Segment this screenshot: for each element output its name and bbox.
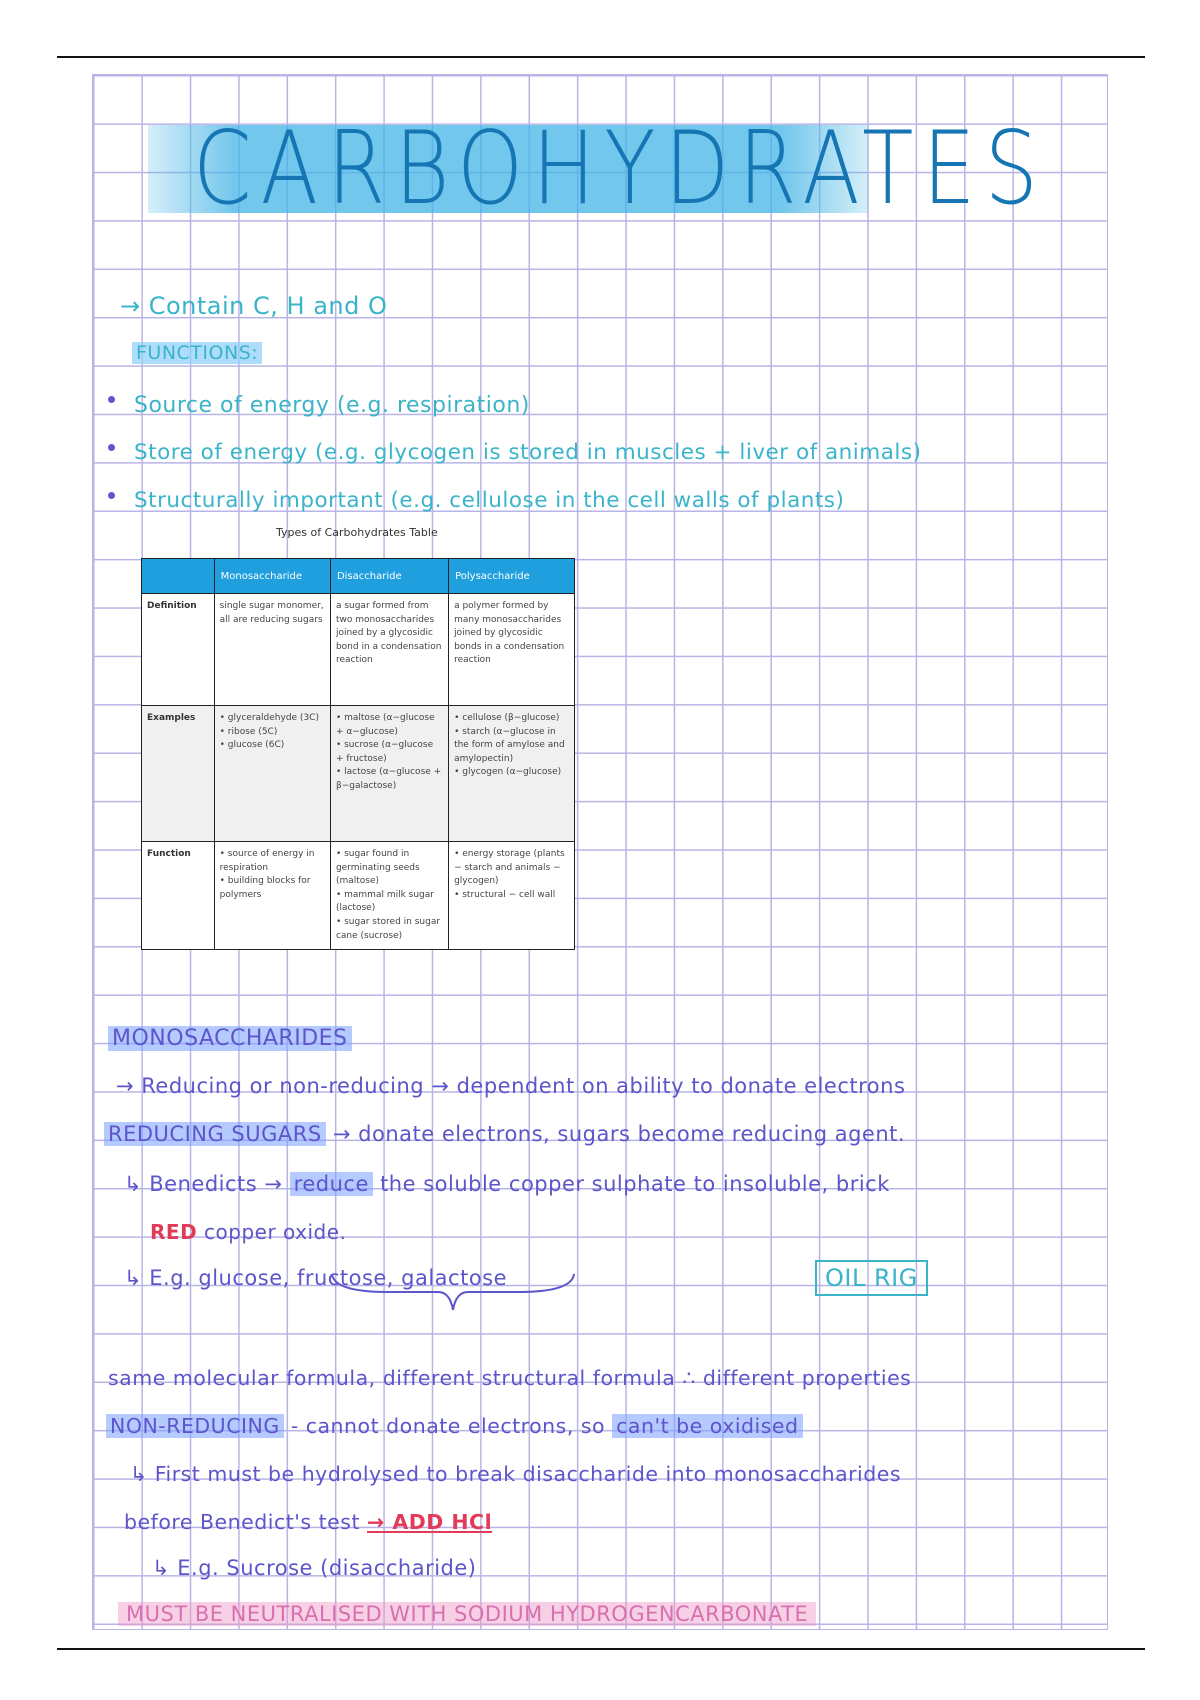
table-cell: • energy storage (plants − starch and animals − glycogen) • structural − cell wall — [449, 842, 575, 950]
table-row — [142, 594, 575, 706]
bullet-icon — [108, 492, 115, 499]
functions-heading — [132, 342, 262, 364]
table-cell: • cellulose (β−glucose) • starch (α−glucose in the form of amylose and amylopectin) • glycogen (α−glucose) — [449, 706, 575, 842]
table-cell: a sugar formed from two monosaccharides joined by a glycosidic bond in a condensation reaction — [330, 594, 448, 706]
copper-oxide: copper oxide. — [204, 1220, 347, 1244]
function-item: Structurally important (e.g. cellulose in the cell walls of plants) — [134, 488, 845, 513]
non-reducing-label: NON-REDUCING — [106, 1414, 284, 1438]
bottom-rule — [57, 1648, 1145, 1650]
red-copper-line — [150, 1220, 346, 1244]
table-row — [142, 842, 575, 950]
table-header-cell — [142, 559, 215, 594]
cant-oxidised: can't be oxidised — [612, 1414, 802, 1438]
function-item: Store of energy (e.g. glycogen is stored in muscles + liver of animals) — [134, 440, 922, 465]
benedicts-text: the soluble copper sulphate to insoluble, brick — [380, 1172, 890, 1196]
benedicts-reduce: reduce — [290, 1172, 373, 1196]
bullet-icon — [108, 396, 115, 403]
title-highlight — [148, 109, 1047, 227]
table-cell: single sugar monomer, all are reducing sugars — [214, 594, 330, 706]
curly-brace-icon — [328, 1270, 578, 1320]
table-row-label: Function — [142, 842, 215, 950]
benedicts-prefix: ↳ Benedicts → — [124, 1172, 283, 1196]
neutralised-line — [118, 1602, 816, 1626]
benedicts-line — [124, 1172, 890, 1196]
page-title: CARBOHYDRATES — [193, 109, 1047, 227]
table-header-cell: Disaccharide — [330, 559, 448, 594]
monosaccharides-heading — [108, 1026, 352, 1051]
same-formula-line: same molecular formula, different structural formula ∴ different properties — [108, 1366, 912, 1390]
red-word: RED — [150, 1220, 198, 1244]
bullet-icon — [108, 444, 115, 451]
add-hcl: → ADD HCl — [367, 1510, 493, 1534]
intro-line: → Contain C, H and O — [120, 292, 388, 320]
neutralised-text: MUST BE NEUTRALISED WITH SODIUM HYDROGENCARBONATE — [118, 1602, 816, 1626]
table-cell: • sugar found in germinating seeds (maltose) • mammal milk sugar (lactose) • sugar stored in sugar cane (sucrose) — [330, 842, 448, 950]
table-header-row — [142, 559, 575, 594]
non-reducing-line — [106, 1414, 803, 1438]
table-cell: • glyceraldehyde (3C) • ribose (5C) • glucose (6C) — [214, 706, 330, 842]
table-row — [142, 706, 575, 842]
reducing-sugars-line — [104, 1122, 905, 1146]
table-row-label: Examples — [142, 706, 215, 842]
table-cell: • source of energy in respiration • building blocks for polymers — [214, 842, 330, 950]
non-reducing-text: - cannot donate electrons, so — [290, 1414, 606, 1438]
top-rule — [57, 56, 1145, 58]
before-benedicts: before Benedict's test — [124, 1510, 360, 1534]
function-item: Source of energy (e.g. respiration) — [134, 393, 530, 418]
table-caption: Types of Carbohydrates Table — [276, 526, 438, 539]
table-cell: a polymer formed by many monosaccharides joined by glycosidic bonds in a condensation reaction — [449, 594, 575, 706]
functions-heading-text: FUNCTIONS: — [132, 342, 262, 364]
table-header-cell: Polysaccharide — [449, 559, 575, 594]
sucrose-line: ↳ E.g. Sucrose (disaccharide) — [152, 1556, 477, 1580]
reducing-line: → Reducing or non-reducing → dependent on ability to donate electrons — [116, 1074, 906, 1098]
table-header-cell: Monosaccharide — [214, 559, 330, 594]
oil-rig-box: OIL RIG — [815, 1260, 928, 1296]
examples-line: ↳ E.g. glucose, fructose, galactose — [124, 1266, 508, 1290]
table-row-label: Definition — [142, 594, 215, 706]
monosaccharides-heading-text: MONOSACCHARIDES — [108, 1026, 352, 1051]
carbohydrates-table — [141, 558, 575, 950]
before-benedicts-line — [124, 1510, 492, 1534]
table-cell: • maltose (α−glucose + α−glucose) • sucrose (α−glucose + fructose) • lactose (α−glucose + β−galactose) — [330, 706, 448, 842]
reducing-sugars-text: → donate electrons, sugars become reducing agent. — [332, 1122, 906, 1146]
hydrolysed-line: ↳ First must be hydrolysed to break disaccharide into monosaccharides — [130, 1462, 902, 1486]
reducing-sugars-label: REDUCING SUGARS — [104, 1122, 326, 1146]
